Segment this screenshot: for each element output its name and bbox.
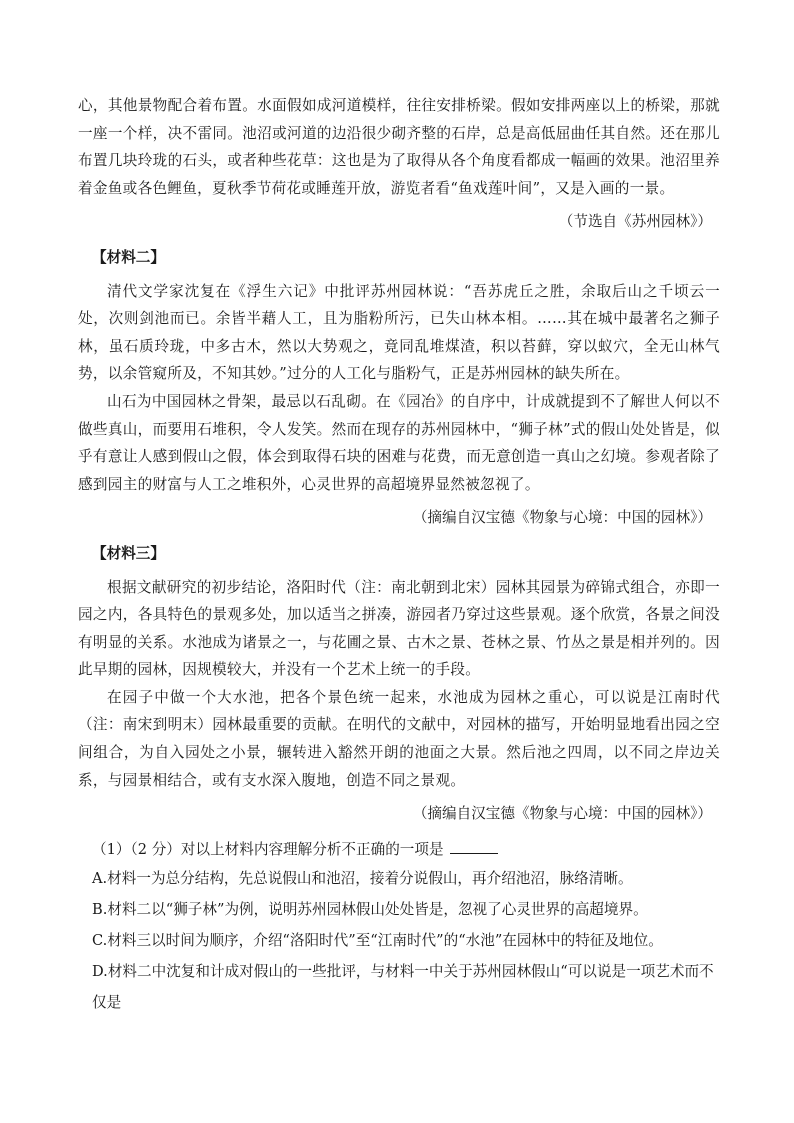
document-page — [78, 92, 720, 1018]
intro-source: （节选自《苏州园林》） — [558, 213, 712, 231]
material3-heading: 【材料三】 — [92, 544, 165, 562]
material2-heading: 【材料二】 — [92, 248, 165, 266]
material3-paragraph-1: 根据文献研究的初步结论，洛阳时代（注：南北朝到北宋）园林其园景为碎锦式组合，亦即一园之内，各具特色的景观多处，加以适当之拼凑，游园者乃穿过这些景观。逐个欣赏，各景之间没有明显的关系。水池成为诸景之一，与花圃之景、古木之景、苍林之景、竹丛之景是相并列的。因此早期的园林，因规模较大，并没有一个艺术上统一的手段。 — [78, 578, 720, 679]
option-a: A.材料一为总分结构，先总说假山和池沼，接着分说假山，再介绍池沼，脉络清晰。 — [92, 870, 633, 888]
material2-paragraph-2: 山石为中国园林之骨架，最忌以石乱砌。在《园冶》的自序中，计成就提到不了解世人何以不做些真山，而要用石堆积，令人发笑。然而在现存的苏州园林中，“狮子林”式的假山处处皆是，似乎有意让人感到假山之假，体会到取得石块的困难与花费，而无意创造一真山之幻境。参观者除了感到园主的财富与人工之堆积外，心灵世界的高超境界显然被忽视了。 — [78, 392, 720, 493]
material3-source: （摘编自汉宝德《物象与心境：中国的园林》） — [412, 805, 712, 823]
material2-paragraph-1: 清代文学家沈复在《浮生六记》中批评苏州园林说：“吾苏虎丘之胜，余取后山之千顷云一处，次则剑池而已。余皆半藉人工，且为脂粉所污，已失山林本相。……其在城中最著名之狮子林，虽石质玲珑，中多古木，然以大势观之，竟同乱堆煤渣，积以苔藓，穿以蚁穴，全无山林气势，以余管窥所及，不知其妙。”过分的人工化与脂粉气，正是苏州园林的缺失所在。 — [78, 282, 720, 383]
intro-paragraph: 心，其他景物配合着布置。水面假如成河道模样，往往安排桥梁。假如安排两座以上的桥梁，那就一座一个样，决不雷同。池沼或河道的边沿很少砌齐整的石岸，总是高低屈曲任其自然。还在那儿布置几块玲珑的石头，或者种些花草：这也是为了取得从各个角度看都成一幅画的效果。池沼里养着金鱼或各色鲤鱼，夏秋季节荷花或睡莲开放，游览者看“鱼戏莲叶间”，又是入画的一景。 — [78, 97, 720, 197]
material2-source: （摘编自汉宝德《物象与心境：中国的园林》） — [412, 509, 712, 527]
option-b: B.材料二以“狮子林”为例，说明苏州园林假山处处皆是，忽视了心灵世界的高超境界。 — [92, 901, 648, 919]
option-c: C.材料三以时间为顺序，介绍“洛阳时代”至“江南时代”的“水池”在园林中的特征及地位。 — [92, 932, 663, 950]
option-d: D.材料二中沈复和计成对假山的一些批评，与材料一中关于苏州园林假山“可以说是一项艺术而不仅是 — [92, 963, 714, 1012]
material3-paragraph-2: 在园子中做一个大水池，把各个景色统一起来，水池成为园林之重心，可以说是江南时代（注：南宋到明末）园林最重要的贡献。在明代的文献中，对园林的描写，开始明显地看出园之空间组合，为自入园处之小景，辗转进入豁然开朗的池面之大景。然后池之四周，以不同之岸边关系，与园景相结合，或有支水深入腹地，创造不同之景观。 — [78, 688, 720, 789]
question-stem-line — [78, 836, 720, 864]
answer-blank[interactable] — [450, 839, 498, 854]
question-stem: （1）（2 分）对以上材料内容理解分析不正确的一项是 — [92, 840, 444, 858]
